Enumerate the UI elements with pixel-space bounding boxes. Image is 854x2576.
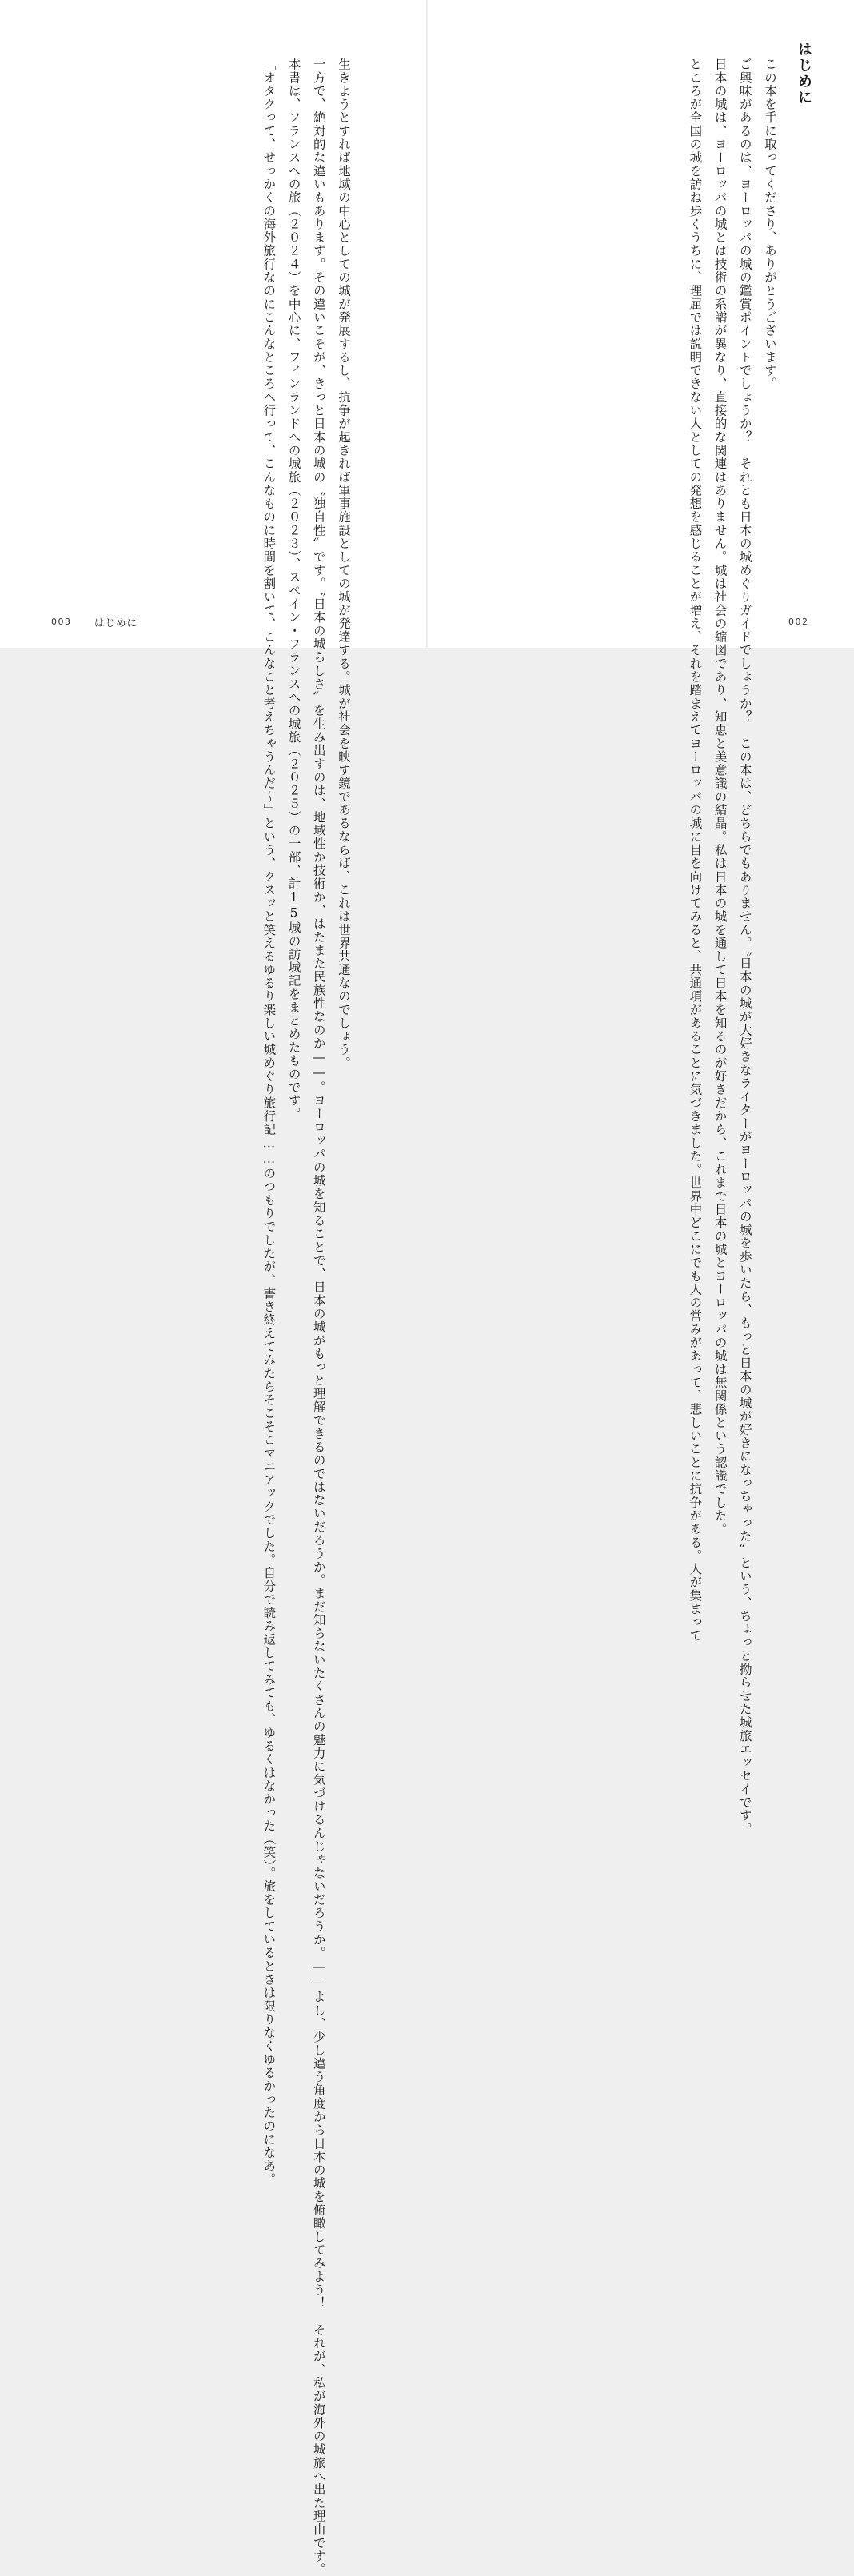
body-text-left: [256, 58, 356, 2576]
page-003: [0, 0, 426, 2576]
paragraph: 「オタクって、せっかくの海外旅行なのにこんなところへ行って、こんなものに時間を割いて、こんなこと考えちゃうんだ～」という、クスッと笑えるゆるり楽しい城めぐり旅行記……のつもりでしたが、書き終えてみたらそこそこマニアックでした。自分で読み返してみても、ゆるくはなかった（笑）。旅をしているときは限りなくゆるかったのになあ。: [261, 58, 277, 2187]
page-number-left: 003: [51, 617, 72, 627]
paragraph: 日本の城は、ヨーロッパの城とは技術の系譜が異なり、直接的な関連はありません。城は社会の縮図であり、知恵と美意識の結晶。私は日本の城を通して日本を知るのが好きだから、これまで日本の城とヨーロッパの城は無関係という認識でした。: [712, 58, 728, 1536]
paragraph: この本を手に取ってくださり、ありがとうございます。: [763, 58, 777, 391]
paragraph: ご興味があるのは、ヨーロッパの城の鑑賞ポイントでしょうか？ それとも日本の城めぐりガイドでしょうか？ この本は、どちらでもありません。〝日本の城が大好きなライターがヨーロッパの城を歩いたら、もっと日本の城が好きになっちゃった〟という、ちょっと拗らせた城旅エッセイです。: [737, 58, 752, 1836]
paragraph: 生きようとすれば地域の中心としての城が発展するし、抗争が起きれば軍事施設としての城が発達する。城が社会を映す鏡であるならば、これは世界共通なのでしょう。: [337, 58, 351, 1070]
paragraph: 本書は、フランスへの旅（２０２４）を中心に、フィンランドへの城旅（２０２３）、スペイン・フランスへの城旅（２０２５）の一部、計15城の訪城記をまとめたものです。: [286, 58, 301, 1121]
paragraph: ところが全国の城を訪ね歩くうちに、理屈では説明できない人としての発想を感じることが増え、それを踏まえてヨーロッパの城に目を向けてみると、共通項があることに気づきました。世界中どこにでも人の営みがあって、悲しいことに抗争がある。人が集まって: [688, 58, 703, 1643]
paragraph: 一方で、絶対的な違いもあります。その違いこそが、きっと日本の城の〝独自性〟です。〝日本の城らしさ〟を生み出すのは、地域性か技術か、はたまた民族性なのか――。ヨーロッパの城を知ることで、日本の城がもっと理解できるのではないだろうか。まだ知らないたくさんの魅力に気づけるんじゃないだろうか。――よし、少し違う角度から日本の城を俯瞰してみよう！ それが、私が海外の城旅へ出た理由です。: [311, 58, 326, 2576]
chapter-heading: はじめに: [796, 42, 812, 106]
running-head: はじめに: [94, 617, 138, 629]
body-text-right: [682, 58, 782, 1836]
page-002: [428, 0, 854, 1836]
page-number-right: 002: [788, 617, 809, 627]
